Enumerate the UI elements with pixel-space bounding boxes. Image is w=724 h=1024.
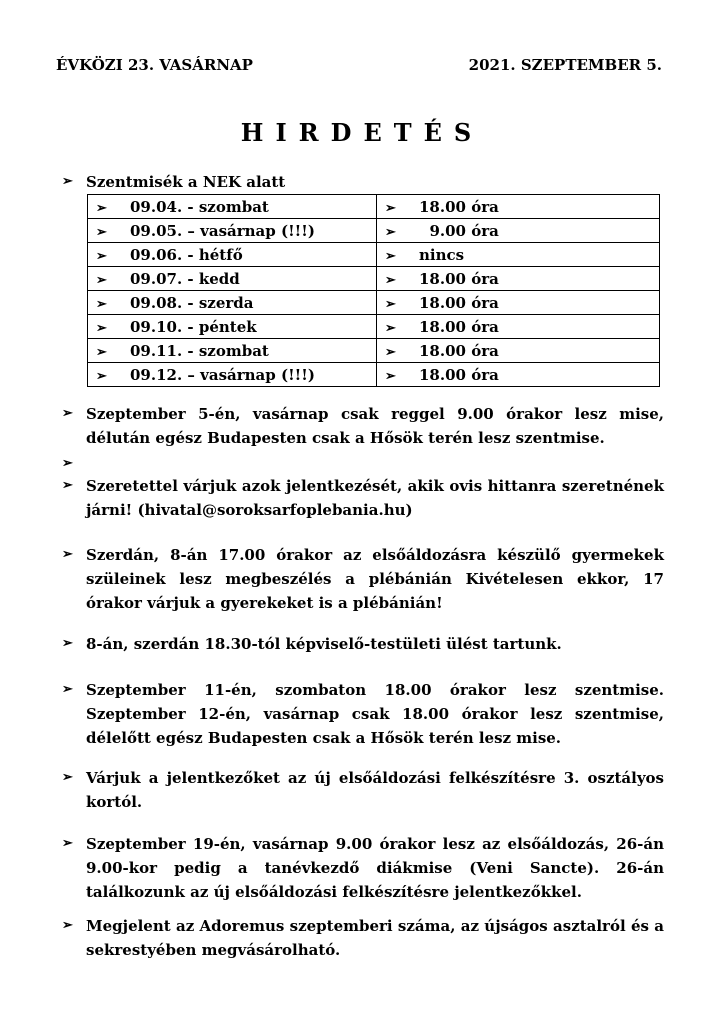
arrow-bullet-icon: ➢ bbox=[96, 320, 107, 336]
announcement-item bbox=[62, 832, 664, 904]
announcement-item bbox=[62, 632, 664, 656]
announcement-item bbox=[62, 914, 664, 962]
mass-row bbox=[88, 315, 660, 339]
arrow-bullet-icon: ➢ bbox=[62, 770, 73, 785]
mass-row bbox=[88, 267, 660, 291]
arrow-bullet-icon: ➢ bbox=[385, 320, 396, 336]
mass-day: 09.05. – vasárnap (!!!) bbox=[130, 221, 315, 240]
mass-row bbox=[88, 219, 660, 243]
mass-row bbox=[88, 243, 660, 267]
arrow-bullet-icon: ➢ bbox=[62, 547, 73, 562]
arrow-bullet-icon: ➢ bbox=[62, 456, 73, 471]
announcement-text: 8-án, szerdán 18.30-tól képviselő-testületi ülést tartunk. bbox=[86, 635, 562, 653]
announcement-text: Szeptember 5-én, vasárnap csak reggel 9.00 órakor lesz mise, délután egész Budapesten csak a Hősök terén lesz szentmise. bbox=[86, 405, 664, 447]
mass-row bbox=[88, 363, 660, 387]
announcement-text: Megjelent az Adoremus szeptemberi száma, az újságos asztalról és a sekrestyében megvásárolható. bbox=[86, 917, 664, 959]
mass-schedule-table bbox=[87, 194, 660, 387]
announcement-item bbox=[62, 766, 664, 814]
mass-time: 18.00 óra bbox=[419, 269, 499, 288]
mass-day-cell bbox=[88, 267, 377, 291]
arrow-bullet-icon: ➢ bbox=[62, 636, 73, 651]
mass-day-cell bbox=[88, 195, 377, 219]
announcement-text: Szeptember 19-én, vasárnap 9.00 órakor lesz az elsőáldozás, 26-án 9.00-kor pedig a tanévkezdő diákmise (Veni Sancte). 26-án találkozunk az új elsőáldozási felkészítésre jelentkezőkkel. bbox=[86, 835, 664, 901]
arrow-bullet-icon: ➢ bbox=[385, 200, 396, 216]
mass-day: 09.07. - kedd bbox=[130, 269, 240, 288]
arrow-bullet-icon: ➢ bbox=[62, 174, 73, 189]
mass-time: 18.00 óra bbox=[419, 293, 499, 312]
arrow-bullet-icon: ➢ bbox=[62, 406, 73, 421]
mass-time-cell bbox=[377, 267, 660, 291]
arrow-bullet-icon: ➢ bbox=[62, 918, 73, 933]
announcement-text: Szerdán, 8-án 17.00 órakor az elsőáldozásra készülő gyermekek szüleinek lesz megbeszélés a plébánián Kivételesen ekkor, 17 órakor várjuk a gyerekeket is a plébánián! bbox=[86, 546, 664, 612]
arrow-bullet-icon: ➢ bbox=[96, 296, 107, 312]
arrow-bullet-icon: ➢ bbox=[62, 836, 73, 851]
announcement-item bbox=[62, 474, 664, 522]
mass-day: 09.06. - hétfő bbox=[130, 245, 243, 264]
arrow-bullet-icon: ➢ bbox=[62, 478, 73, 493]
mass-time-cell bbox=[377, 315, 660, 339]
mass-day: 09.10. - péntek bbox=[130, 317, 257, 336]
mass-time-cell bbox=[377, 339, 660, 363]
date: 2021. SZEPTEMBER 5. bbox=[468, 56, 662, 74]
mass-time: 9.00 óra bbox=[419, 221, 499, 240]
mass-day-cell bbox=[88, 219, 377, 243]
announcement-text: Várjuk a jelentkezőket az új elsőáldozási felkészítésre 3. osztályos kortól. bbox=[86, 769, 664, 811]
page-title: HIRDETÉS bbox=[240, 118, 484, 147]
mass-day-cell bbox=[88, 339, 377, 363]
arrow-bullet-icon: ➢ bbox=[385, 344, 396, 360]
arrow-bullet-icon: ➢ bbox=[96, 368, 107, 384]
mass-day: 09.12. – vasárnap (!!!) bbox=[130, 365, 315, 384]
announcement-item bbox=[62, 678, 664, 750]
mass-time: 18.00 óra bbox=[419, 365, 499, 384]
arrow-bullet-icon: ➢ bbox=[96, 200, 107, 216]
liturgical-day: ÉVKÖZI 23. VASÁRNAP bbox=[56, 56, 253, 74]
mass-day-cell bbox=[88, 243, 377, 267]
mass-time: nincs bbox=[419, 245, 465, 264]
mass-time: 18.00 óra bbox=[419, 317, 499, 336]
arrow-bullet-icon: ➢ bbox=[96, 248, 107, 264]
announcement-text: Szeretettel várjuk azok jelentkezését, akik ovis hittanra szeretnének járni! (hivatal@soroksarfoplebania.hu) bbox=[86, 477, 664, 519]
mass-time-cell bbox=[377, 243, 660, 267]
arrow-bullet-icon: ➢ bbox=[385, 224, 396, 240]
arrow-bullet-icon: ➢ bbox=[62, 682, 73, 697]
mass-time-cell bbox=[377, 195, 660, 219]
mass-day-cell bbox=[88, 315, 377, 339]
arrow-bullet-icon: ➢ bbox=[96, 272, 107, 288]
mass-time: 18.00 óra bbox=[419, 197, 499, 216]
mass-time-cell bbox=[377, 363, 660, 387]
mass-time: 18.00 óra bbox=[419, 341, 499, 360]
arrow-bullet-icon: ➢ bbox=[385, 368, 396, 384]
section-heading-text: Szentmisék a NEK alatt bbox=[86, 173, 286, 191]
arrow-bullet-icon: ➢ bbox=[385, 248, 396, 264]
mass-time-cell bbox=[377, 291, 660, 315]
mass-day: 09.04. - szombat bbox=[130, 197, 269, 216]
mass-row bbox=[88, 291, 660, 315]
mass-row bbox=[88, 195, 660, 219]
mass-time-cell bbox=[377, 219, 660, 243]
announcement-text: Szeptember 11-én, szombaton 18.00 órakor lesz szentmise. Szeptember 12-én, vasárnap csak 18.00 órakor lesz szentmise, délelőtt egész Budapesten csak a Hősök terén lesz mise. bbox=[86, 681, 664, 747]
announcement-item bbox=[62, 402, 664, 450]
mass-day-cell bbox=[88, 291, 377, 315]
mass-day: 09.08. - szerda bbox=[130, 293, 254, 312]
arrow-bullet-icon: ➢ bbox=[385, 272, 396, 288]
mass-day: 09.11. - szombat bbox=[130, 341, 269, 360]
mass-row bbox=[88, 339, 660, 363]
arrow-bullet-icon: ➢ bbox=[96, 224, 107, 240]
arrow-bullet-icon: ➢ bbox=[96, 344, 107, 360]
mass-day-cell bbox=[88, 363, 377, 387]
announcement-item bbox=[62, 543, 664, 615]
arrow-bullet-icon: ➢ bbox=[385, 296, 396, 312]
section-heading bbox=[62, 170, 664, 194]
page-header bbox=[56, 56, 662, 80]
